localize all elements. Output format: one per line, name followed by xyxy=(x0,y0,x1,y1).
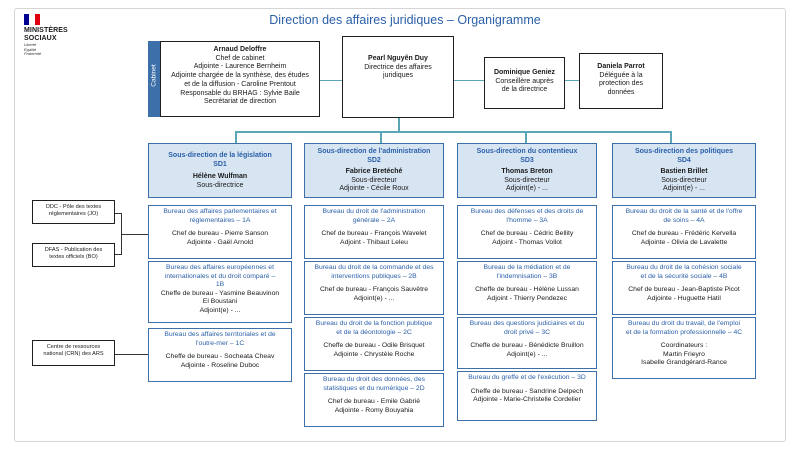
delegate-name: Daniela Parrot xyxy=(597,63,645,70)
bureau-title: 1B xyxy=(215,281,225,288)
side-box-line: DDC - Pôle des textes xyxy=(45,204,102,210)
subdirection-sd1 xyxy=(148,143,292,198)
bureau-title: droit privé – 3C xyxy=(503,328,551,336)
cabinet-box xyxy=(160,41,320,117)
bureau-title: Bureau du droit de la santé et de l'offre xyxy=(625,208,743,215)
page-title: Direction des affaires juridiques – Organigramme xyxy=(269,13,541,27)
bureau-title: réglementaires – 1A xyxy=(189,216,251,224)
subdirection-deputy: Adjoint(e) - ... xyxy=(505,185,548,192)
bureau-title: générale – 2A xyxy=(352,216,396,224)
bureau-title: de soins – 4A xyxy=(663,216,705,224)
bureau-2a xyxy=(304,205,444,259)
bureau-title: et de la formation professionnelle – 4C xyxy=(625,328,743,336)
side-box-ddc xyxy=(32,200,115,224)
bureau-staff: Adjoint(e) - ... xyxy=(506,350,548,358)
bureau-title: Bureau du greffe et de l'exécution – 3D xyxy=(468,374,586,381)
director-name: Pearl Nguyên Duy xyxy=(368,55,428,62)
logo-line-1: MINISTÈRES xyxy=(24,27,68,34)
director-role: Directrice des affaires xyxy=(364,63,432,71)
bureau-staff: Adjointe - Romy Bouyahia xyxy=(334,406,414,414)
cabinet-line: Adjointe - Laurence Bernheim xyxy=(193,63,287,71)
bureau-staff: Chef de bureau - François Wavelet xyxy=(321,230,427,237)
cabinet-head: Arnaud Deloffre xyxy=(213,46,267,53)
cabinet-side-tab xyxy=(148,41,160,117)
side-box-line: DFAS - Publication des xyxy=(44,247,103,253)
director-box xyxy=(342,36,454,118)
bureau-4a xyxy=(612,205,756,259)
subdirection-sd2 xyxy=(304,143,444,198)
connector-line xyxy=(525,131,527,143)
subdirection-role: Sous-directeur xyxy=(351,176,397,184)
side-box-line: textes officiels (BO) xyxy=(49,254,98,260)
cabinet-line: Secrétariat de direction xyxy=(204,98,276,106)
bureau-title: et de la sécurité sociale – 4B xyxy=(640,272,728,280)
bracket-line xyxy=(121,234,148,235)
subdirection-code: SD2 xyxy=(367,156,381,164)
bureau-staff: Chef de bureau - François Sauvêtre xyxy=(319,286,429,293)
subdirection-code: SD1 xyxy=(213,160,227,168)
bureau-2b xyxy=(304,261,444,315)
bureau-title: l'outre-mer – 1C xyxy=(195,339,245,347)
side-box-dfas xyxy=(32,243,115,267)
bureau-3b xyxy=(457,261,597,315)
flag-icon xyxy=(24,14,40,25)
subdirection-code: SD4 xyxy=(677,156,691,164)
bureau-staff: Coordinateurs : xyxy=(660,342,708,349)
bureau-1b xyxy=(148,261,292,323)
advisor-name: Dominique Geniez xyxy=(493,69,556,76)
connector-line xyxy=(235,131,237,143)
bureau-staff: Cheffe de bureau - Sandrine Delpech xyxy=(470,387,584,395)
bureau-1c xyxy=(148,328,292,382)
bureau-staff: Isabelle Grandgérard-Rance xyxy=(641,359,727,366)
bureau-title: Bureau du droit de la fonction publique xyxy=(315,320,433,327)
bracket-line xyxy=(115,254,122,255)
bureau-staff: Chef de bureau - Frédéric Kervella xyxy=(631,230,737,237)
bureau-title: interventions publiques – 2B xyxy=(331,272,417,280)
subdirection-role: Sous-directeur xyxy=(504,176,550,184)
bureau-staff: Adjoint(e) - ... xyxy=(199,306,241,314)
cabinet-line: Responsable du BRHAG : Sylvie Baile xyxy=(180,89,300,97)
connector-line xyxy=(670,131,672,143)
connector-line xyxy=(235,131,672,133)
ministry-logo xyxy=(24,14,84,57)
connector-line xyxy=(454,80,484,81)
subdirection-deputy: Adjoint(e) - ... xyxy=(662,185,705,192)
subdirection-role: Sous-directeur xyxy=(661,176,707,184)
bureau-staff: Adjointe - Marie-Christelle Cordelier xyxy=(473,396,581,403)
bureau-title: Bureau du droit de la cohésion sociale xyxy=(626,264,742,271)
subdirection-head-name: Thomas Breton xyxy=(501,168,553,175)
bureau-title: Bureau des affaires territoriales et de xyxy=(164,331,276,338)
bureau-title: Bureau du droit de la commande et des xyxy=(314,264,434,271)
bureau-title: statistiques et du numérique – 2D xyxy=(323,384,425,392)
connector-line xyxy=(565,80,579,81)
subdirection-code: SD3 xyxy=(520,156,534,164)
subdirection-sd3 xyxy=(457,143,597,198)
bureau-3a xyxy=(457,205,597,259)
subdirection-title: Sous-direction du contentieux xyxy=(476,148,578,155)
logo-motto-3: Fraternité xyxy=(24,51,42,56)
bureau-title: Bureau du droit des données, des xyxy=(322,376,426,383)
bureau-2c xyxy=(304,317,444,371)
bureau-staff: Adjointe - Gaël Arnold xyxy=(186,238,254,246)
cabinet-line: Chef de cabinet xyxy=(215,54,265,62)
connector-line xyxy=(380,131,382,143)
bureau-staff: Adjointe - Huguette Hatil xyxy=(647,294,721,302)
advisor-role: Conseillère auprès xyxy=(495,77,554,85)
bureau-staff: Chef de bureau - Emile Gabrié xyxy=(327,398,421,405)
bureau-staff: Adjointe - Roseline Duboc xyxy=(180,361,260,369)
bureau-title: Bureau du droit de l'administration xyxy=(322,208,426,215)
bracket-line xyxy=(115,354,148,355)
subdirection-title: Sous-direction des politiques xyxy=(634,148,733,155)
bureau-staff: Adjointe - Olivia de Lavalette xyxy=(640,238,728,246)
logo-motto-2: Égalité xyxy=(24,46,37,52)
bureau-4b xyxy=(612,261,756,315)
bureau-staff: Martin Frieyro xyxy=(663,350,705,358)
side-box-line: national (CRN) des ARS xyxy=(43,351,104,357)
director-role: juridiques xyxy=(383,72,413,80)
delegate-role: protection des xyxy=(599,80,643,88)
side-box-line: Centre de ressources xyxy=(46,344,101,350)
bureau-staff: Cheffe de bureau - Socheata Cheav xyxy=(165,353,275,360)
bureau-staff: Adjoint(e) - ... xyxy=(353,294,395,302)
subdirection-title: Sous-direction de l'administration xyxy=(317,148,431,155)
bureau-staff: Chef de bureau - Cédric Bellity xyxy=(480,230,574,237)
bureau-title: Bureau des affaires européennes et xyxy=(166,264,274,271)
delegate-box xyxy=(579,53,663,109)
bureau-staff: Cheffe de bureau - Yasmine Beauvinon xyxy=(160,289,280,297)
bureau-title: Bureau des affaires parlementaires et xyxy=(163,208,277,215)
subdirection-sd4 xyxy=(612,143,756,198)
bureau-3d xyxy=(457,371,597,421)
bureau-staff: Adjoint - Thomas Vollot xyxy=(492,238,562,246)
subdirection-role: Sous-directrice xyxy=(196,181,244,189)
cabinet-line: Adjointe chargée de la synthèse, des études xyxy=(171,72,309,80)
cabinet-line: et de la diffusion - Caroline Prentout xyxy=(184,80,296,88)
bureau-staff: El Boustani xyxy=(202,298,238,305)
subdirection-title: Sous-direction de la législation xyxy=(168,152,272,159)
subdirection-head-name: Fabrice Bretéché xyxy=(345,168,403,175)
subdirection-head-name: Bastien Brillet xyxy=(660,168,708,175)
bureau-title: et de la déontologie – 2C xyxy=(336,328,412,336)
advisor-role: de la directrice xyxy=(501,86,548,94)
bureau-staff: Cheffe de bureau - Odile Brisquet xyxy=(323,342,425,349)
cabinet-side-label: Cabinet xyxy=(150,64,158,87)
logo-line-2: SOCIAUX xyxy=(24,35,57,42)
subdirection-head-name: Hélène Wulfman xyxy=(192,173,248,180)
bureau-4c xyxy=(612,317,756,379)
connector-line xyxy=(398,118,400,132)
bureau-staff: Chef de bureau - Jean-Baptiste Picot xyxy=(628,286,740,293)
bureau-title: Bureau des questions judiciaires et du xyxy=(469,320,585,327)
advisor-box xyxy=(484,57,565,109)
bureau-title: l'homme – 3A xyxy=(506,216,548,224)
bureau-title: internationales et du droit comparé – xyxy=(164,272,276,280)
bureau-staff: Chef de bureau - Pierre Sanson xyxy=(172,230,268,237)
bureau-2d xyxy=(304,373,444,427)
bureau-title: Bureau des défenses et des droits de xyxy=(470,208,584,215)
bureau-3c xyxy=(457,317,597,369)
bureau-staff: Adjoint - Thibaut Leleu xyxy=(340,238,408,246)
bureau-1a xyxy=(148,205,292,259)
bureau-title: l'indemnisation – 3B xyxy=(496,272,558,280)
bureau-staff: Cheffe de bureau - Bénédicte Bruillon xyxy=(470,342,584,349)
bureau-staff: Adjoint - Thierry Pendezec xyxy=(487,294,567,302)
bureau-title: Bureau du droit du travail, de l'emploi xyxy=(628,320,740,327)
side-box-line: réglementaires (JO) xyxy=(48,211,99,217)
bureau-staff: Adjointe - Chrystèle Roche xyxy=(333,350,415,358)
delegate-role: données xyxy=(607,89,635,97)
connector-line xyxy=(320,80,342,81)
bureau-staff: Cheffe de bureau - Hélène Lussan xyxy=(475,286,579,293)
bureau-title: Bureau de la médiation et de xyxy=(483,264,571,271)
delegate-role: Déléguée à la xyxy=(599,71,643,79)
logo-motto-1: Liberté xyxy=(24,42,37,47)
side-box-crn xyxy=(32,340,115,366)
subdirection-deputy: Adjointe - Cécile Roux xyxy=(339,185,409,192)
